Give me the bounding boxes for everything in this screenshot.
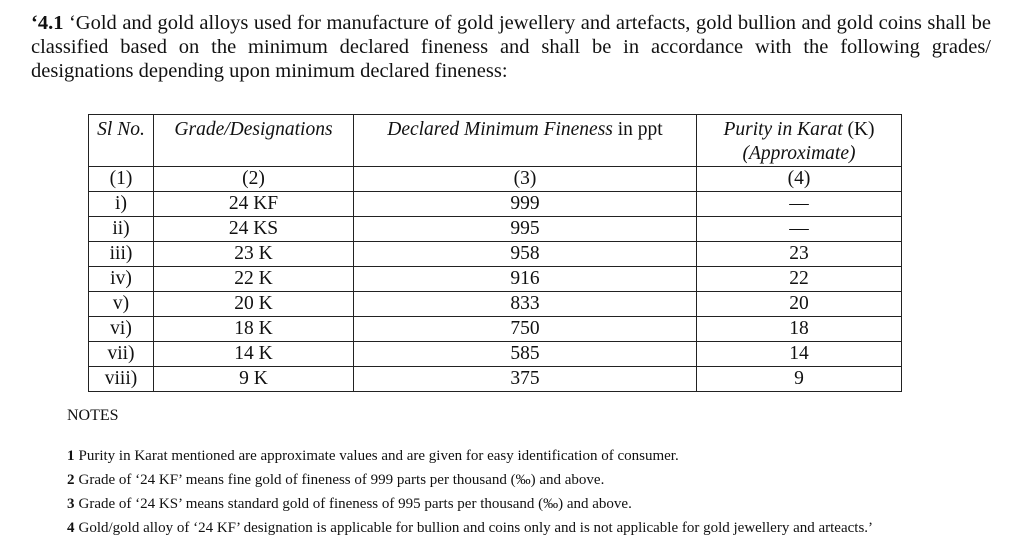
note-number: 4 xyxy=(67,520,75,536)
table-row xyxy=(89,267,902,292)
cell-fineness: 585 xyxy=(354,342,697,367)
note-text: Grade of ‘24 KS’ means standard gold of fineness of 995 parts per thousand (‰) and above. xyxy=(78,496,632,512)
cell-fineness: 916 xyxy=(354,267,697,292)
intro-text: ‘Gold and gold alloys used for manufacture of gold jewellery and artefacts, gold bullion and gold coins shall be classified based on the minimum declared fineness and shall be in accordance with the following grades/ designations depending upon minimum declared fineness: xyxy=(31,12,992,82)
cell-fineness: 999 xyxy=(354,192,697,217)
cell-purity: — xyxy=(697,192,902,217)
column-number: (2) xyxy=(154,167,354,192)
table-row xyxy=(89,342,902,367)
note-text: Purity in Karat mentioned are approximate values and are given for easy identification of consumer. xyxy=(78,448,679,464)
cell-grade: 18 K xyxy=(154,317,354,342)
cell-sl-no: iv) xyxy=(89,267,154,292)
table-row xyxy=(89,292,902,317)
note-text: Gold/gold alloy of ‘24 KF’ designation is applicable for bullion and coins only and is not applicable for gold jewellery and arteacts.’ xyxy=(78,520,874,536)
cell-sl-no: ii) xyxy=(89,217,154,242)
note-number: 1 xyxy=(67,448,75,464)
table-row xyxy=(89,367,902,392)
table-row xyxy=(89,242,902,267)
cell-grade: 24 KS xyxy=(154,217,354,242)
cell-purity: 18 xyxy=(697,317,902,342)
table-row xyxy=(89,217,902,242)
column-number-row xyxy=(89,167,902,192)
clause-number: ‘4.1 xyxy=(31,12,64,34)
header-purity: Purity in Karat (K) (Approximate) xyxy=(697,115,902,167)
cell-sl-no: viii) xyxy=(89,367,154,392)
table-header-row xyxy=(89,115,902,167)
column-number: (4) xyxy=(697,167,902,192)
note-text: Grade of ‘24 KF’ means fine gold of fineness of 999 parts per thousand (‰) and above. xyxy=(78,472,605,488)
cell-fineness: 375 xyxy=(354,367,697,392)
cell-fineness: 958 xyxy=(354,242,697,267)
note-item xyxy=(67,516,873,540)
cell-grade: 20 K xyxy=(154,292,354,317)
cell-purity: 20 xyxy=(697,292,902,317)
header-sl-no: Sl No. xyxy=(89,115,154,167)
cell-sl-no: i) xyxy=(89,192,154,217)
note-item xyxy=(67,492,873,516)
cell-fineness: 833 xyxy=(354,292,697,317)
cell-grade: 23 K xyxy=(154,242,354,267)
notes-heading: NOTES xyxy=(67,407,119,424)
note-number: 2 xyxy=(67,472,75,488)
column-number: (1) xyxy=(89,167,154,192)
cell-purity: 22 xyxy=(697,267,902,292)
notes-list xyxy=(67,444,873,540)
cell-purity: 9 xyxy=(697,367,902,392)
grades-table xyxy=(88,114,902,392)
cell-grade: 9 K xyxy=(154,367,354,392)
cell-grade: 14 K xyxy=(154,342,354,367)
cell-purity: 23 xyxy=(697,242,902,267)
column-number: (3) xyxy=(354,167,697,192)
intro-paragraph xyxy=(31,11,991,83)
table-row xyxy=(89,192,902,217)
note-item xyxy=(67,468,873,492)
cell-fineness: 995 xyxy=(354,217,697,242)
table-row xyxy=(89,317,902,342)
cell-grade: 24 KF xyxy=(154,192,354,217)
cell-grade: 22 K xyxy=(154,267,354,292)
cell-purity: 14 xyxy=(697,342,902,367)
note-item xyxy=(67,444,873,468)
cell-fineness: 750 xyxy=(354,317,697,342)
cell-sl-no: iii) xyxy=(89,242,154,267)
cell-purity: — xyxy=(697,217,902,242)
header-grade: Grade/Designations xyxy=(154,115,354,167)
note-number: 3 xyxy=(67,496,75,512)
cell-sl-no: vii) xyxy=(89,342,154,367)
header-fineness: Declared Minimum Fineness in ppt xyxy=(354,115,697,167)
cell-sl-no: vi) xyxy=(89,317,154,342)
cell-sl-no: v) xyxy=(89,292,154,317)
